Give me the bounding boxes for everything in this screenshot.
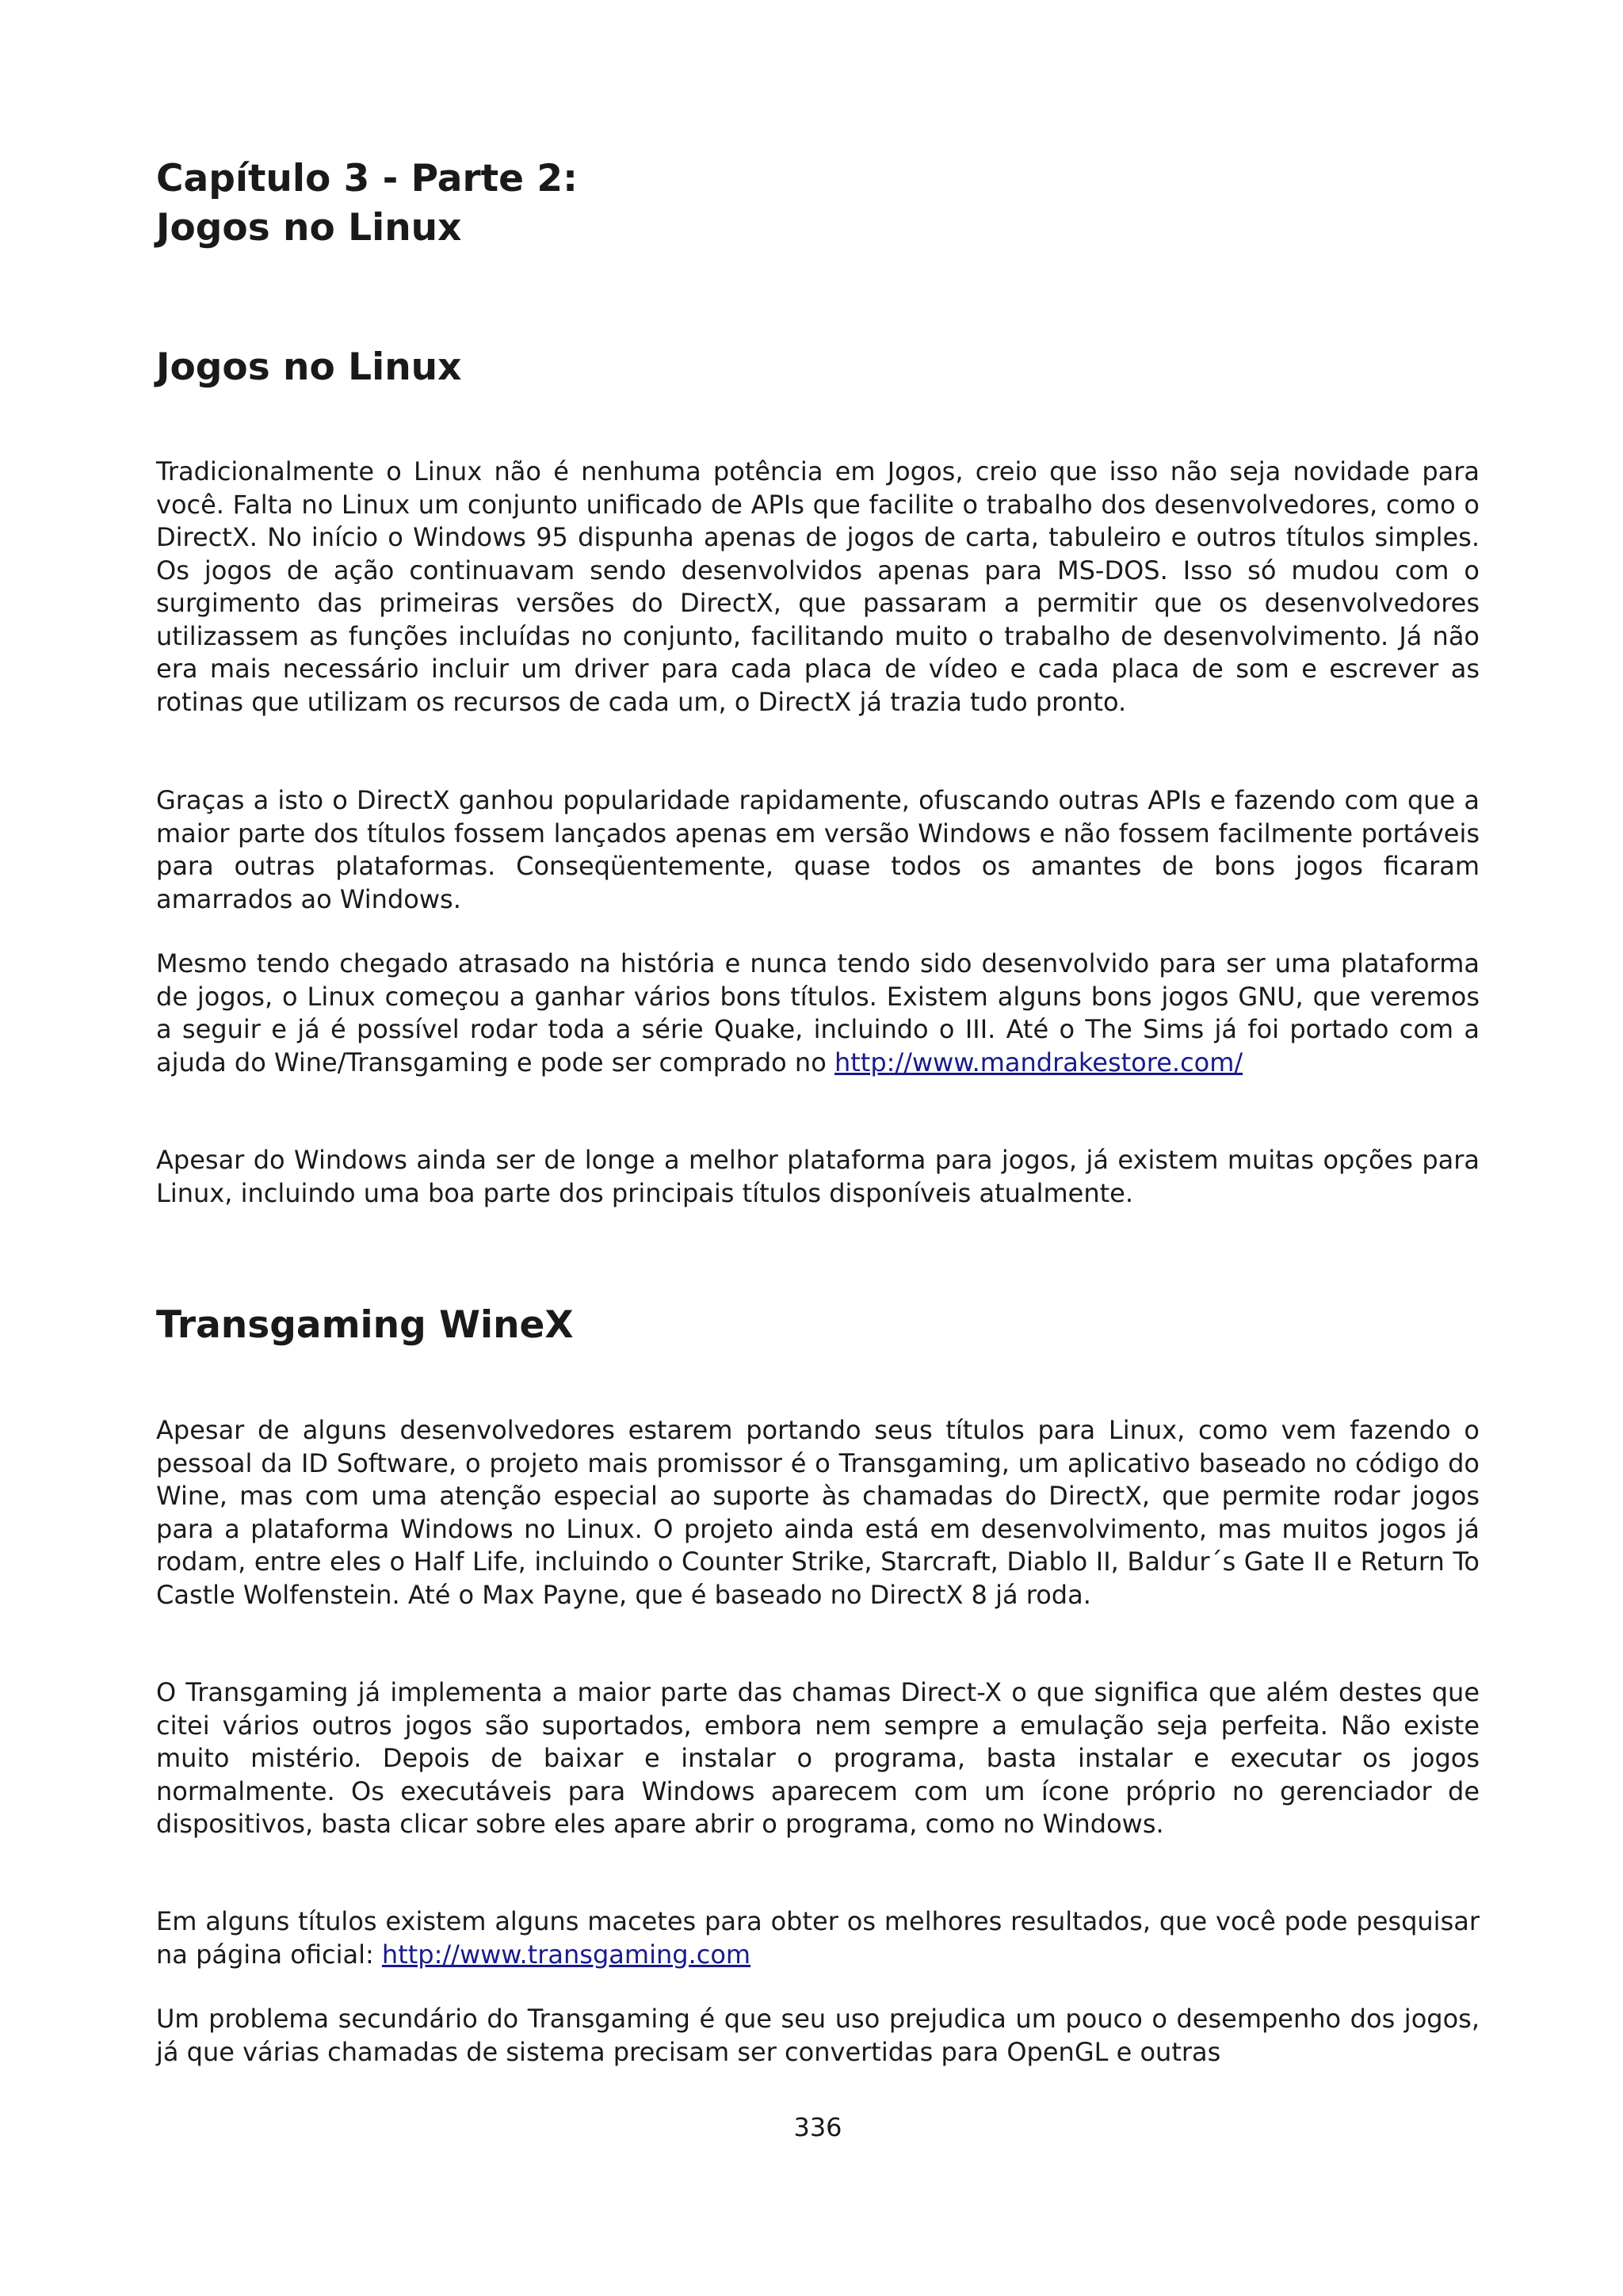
chapter-title bbox=[156, 154, 578, 253]
paragraph-text: Mesmo tendo chegado atrasado na história e nunca tendo sido desenvolvido para ser uma plataforma de jogos, o Linux começou a ganhar vários bons títulos. Existem alguns bons jogos GNU, que veremos a seguir e já é possível rodar toda a série Quake, incluindo o III. Até o The Sims já foi portado com a ajuda do Wine/Transgaming e pode ser comprado no bbox=[156, 948, 1480, 1077]
paragraph: Graças a isto o DirectX ganhou popularidade rapidamente, ofuscando outras APIs e fazendo com que a maior parte dos títulos fossem lançados apenas em versão Windows e não fossem facilmente portáveis para outras plataformas. Conseqüentemente, quase todos os amantes de bons jogos ficaram amarrados ao Windows. bbox=[156, 785, 1480, 914]
transgaming-link[interactable]: http://www.transgaming.com bbox=[381, 1939, 751, 1970]
paragraph: O Transgaming já implementa a maior parte das chamas Direct-X o que significa que além destes que citei vários outros jogos são suportados, embora nem sempre a emulação seja perfeita. Não existe muito mistério. Depois de baixar e instalar o programa, basta instalar e executar os jogos normalmente. Os executáveis para Windows aparecem com um ícone próprio no gerenciador de dispositivos, basta clicar sobre eles apare abrir o programa, como no Windows. bbox=[156, 1677, 1480, 1839]
paragraph bbox=[156, 1905, 1480, 1971]
paragraph-text: Em alguns títulos existem alguns macetes para obter os melhores resultados, que você pode pesquisar na página oficial: bbox=[156, 1906, 1480, 1970]
paragraph: Apesar de alguns desenvolvedores estarem portando seus títulos para Linux, como vem fazendo o pessoal da ID Software, o projeto mais promissor é o Transgaming, um aplicativo baseado no código do Wine, mas com uma atenção especial ao suporte às chamadas do DirectX, que permite rodar jogos para a plataforma Windows no Linux. O projeto ainda está em desenvolvimento, mas muitos jogos já rodam, entre eles o Half Life, incluindo o Counter Strike, Starcraft, Diablo II, Baldur´s Gate II e Return To Castle Wolfenstein. Até o Max Payne, que é baseado no DirectX 8 já roda. bbox=[156, 1415, 1480, 1610]
chapter-title-line2: Jogos no Linux bbox=[156, 206, 462, 250]
paragraph: Tradicionalmente o Linux não é nenhuma potência em Jogos, creio que isso não seja novidade para você. Falta no Linux um conjunto unificado de APIs que facilite o trabalho dos desenvolvedores, como o DirectX. No início o Windows 95 dispunha apenas de jogos de carta, tabuleiro e outros títulos simples. Os jogos de ação continuavam sendo desenvolvidos apenas para MS-DOS. Isso só mudou com o surgimento das primeiras versões do DirectX, que passaram a permitir que os desenvolvedores utilizassem as funções incluídas no conjunto, facilitando muito o trabalho de desenvolvimento. Já não era mais necessário incluir um driver para cada placa de vídeo e cada placa de som e escrever as rotinas que utilizam os recursos de cada um, o DirectX já trazia tudo pronto. bbox=[156, 456, 1480, 717]
paragraph bbox=[156, 948, 1480, 1079]
chapter-title-line1: Capítulo 3 - Parte 2: bbox=[156, 157, 578, 200]
paragraph: Apesar do Windows ainda ser de longe a melhor plataforma para jogos, já existem muitas opções para Linux, incluindo uma boa parte dos principais títulos disponíveis atualmente. bbox=[156, 1145, 1480, 1208]
mandrakestore-link[interactable]: http://www.mandrakestore.com/ bbox=[834, 1047, 1243, 1077]
page-number: 336 bbox=[793, 2112, 842, 2142]
section-title-jogos-no-linux: Jogos no Linux bbox=[156, 345, 462, 389]
paragraph: Um problema secundário do Transgaming é que seu uso prejudica um pouco o desempenho dos jogos, já que várias chamadas de sistema precisam ser convertidas para OpenGL e outras bbox=[156, 2004, 1480, 2067]
section-title-transgaming-winex: Transgaming WineX bbox=[156, 1303, 574, 1347]
